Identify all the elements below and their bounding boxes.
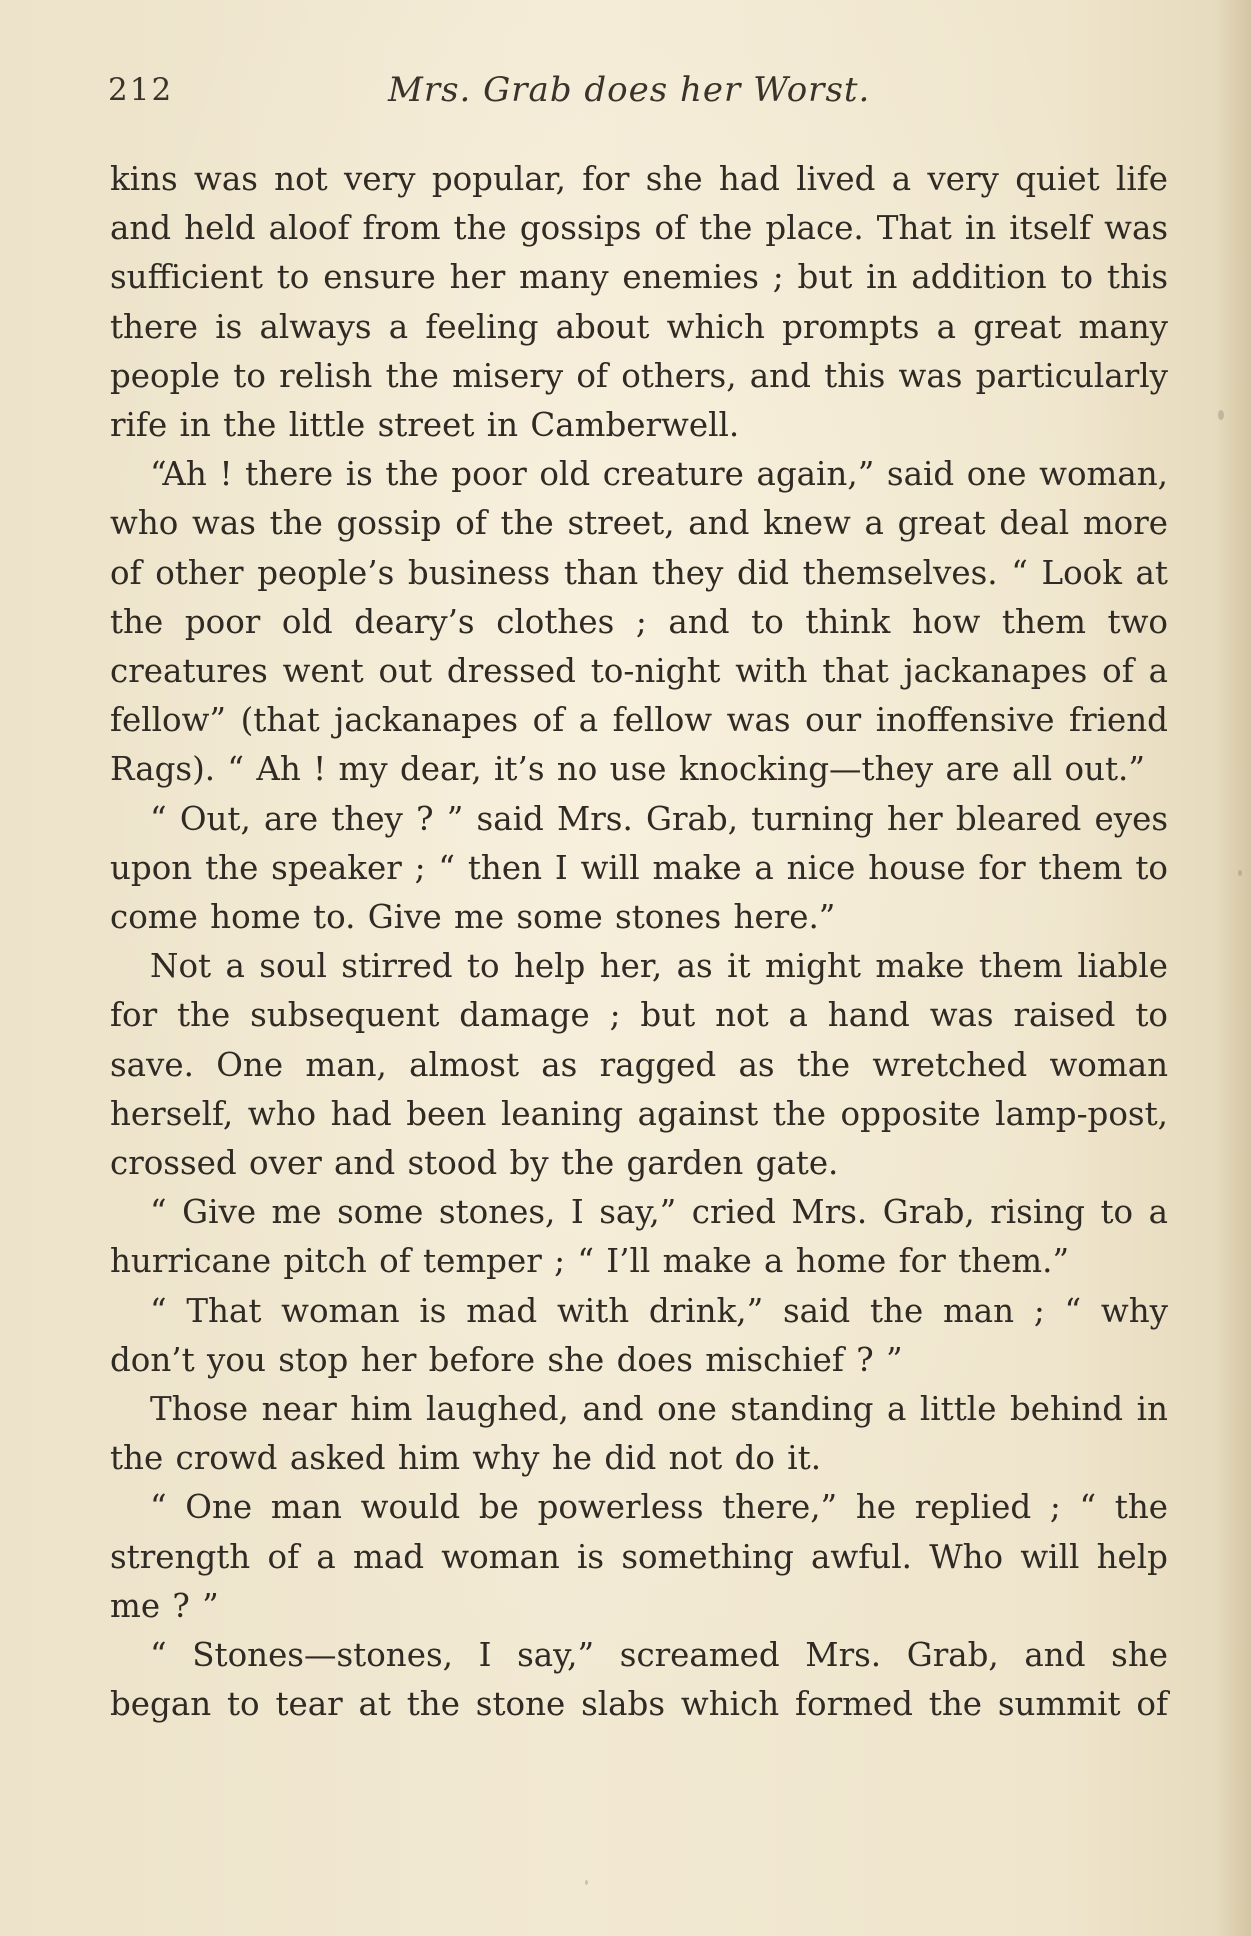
paragraph-1: kins was not very popular, for she had lived a very quiet life and held aloof from the gossips of the place. That in itself was sufficient to ensure her many enemies ; but in addition to this there is always a feeling about which prompts a great many people to relish the misery of others, and this was particularly rife in the little street in Camberwell. xyxy=(110,160,1168,445)
paragraph-9: “ Stones—stones, I say,” screamed Mrs. Grab, and she began to tear at the stone slabs which formed the summit of xyxy=(110,1636,1168,1724)
paper-speck xyxy=(585,1880,588,1885)
paragraph-6: “ That woman is mad with drink,” said the man ; “ why don’t you stop her before she does mischief ? ” xyxy=(110,1291,1168,1379)
paragraph-4: Not a soul stirred to help her, as it might make them liable for the subsequent damage ; but not a hand was raised to save. One man, almost as ragged as the wretched woman herself, who had been leaning against the opposite lamp-post, crossed over and stood by the garden gate. xyxy=(110,947,1168,1183)
paragraph-8: “ One man would be powerless there,” he replied ; “ the strength of a mad woman is something awful. Who will help me ? ” xyxy=(110,1488,1168,1625)
paper-speck xyxy=(1218,410,1224,420)
paper-speck xyxy=(1238,870,1242,876)
page-number: 212 xyxy=(108,72,174,108)
running-title: Mrs. Grab does her Worst. xyxy=(388,70,871,110)
paragraph-2: “Ah ! there is the poor old creature again,” said one woman, who was the gossip of the street, and knew a great deal more of other people’s business than they did themselves. “ Look at the poor old deary’s clothes ; and to think how them two creatures went out dressed to-night with that jackanapes of a fellow” (that jackanapes of a fellow was our inoffensive friend Rags). “ Ah ! my dear, it’s no use knocking—they are all out.” xyxy=(110,455,1168,789)
paragraph-3: “ Out, are they ? ” said Mrs. Grab, turning her bleared eyes upon the speaker ; “ then I will make a nice house for them to come home to. Give me some stones here.” xyxy=(110,799,1168,937)
body-text xyxy=(110,155,1168,1730)
paragraph-7: Those near him laughed, and one standing a little behind in the crowd asked him why he did not do it. xyxy=(110,1390,1168,1478)
page-edge-shadow xyxy=(1215,0,1251,1936)
paragraph-5: “ Give me some stones, I say,” cried Mrs. Grab, rising to a hurricane pitch of temper ; “ I’ll make a home for them.” xyxy=(110,1193,1168,1281)
page-header xyxy=(108,72,1168,112)
